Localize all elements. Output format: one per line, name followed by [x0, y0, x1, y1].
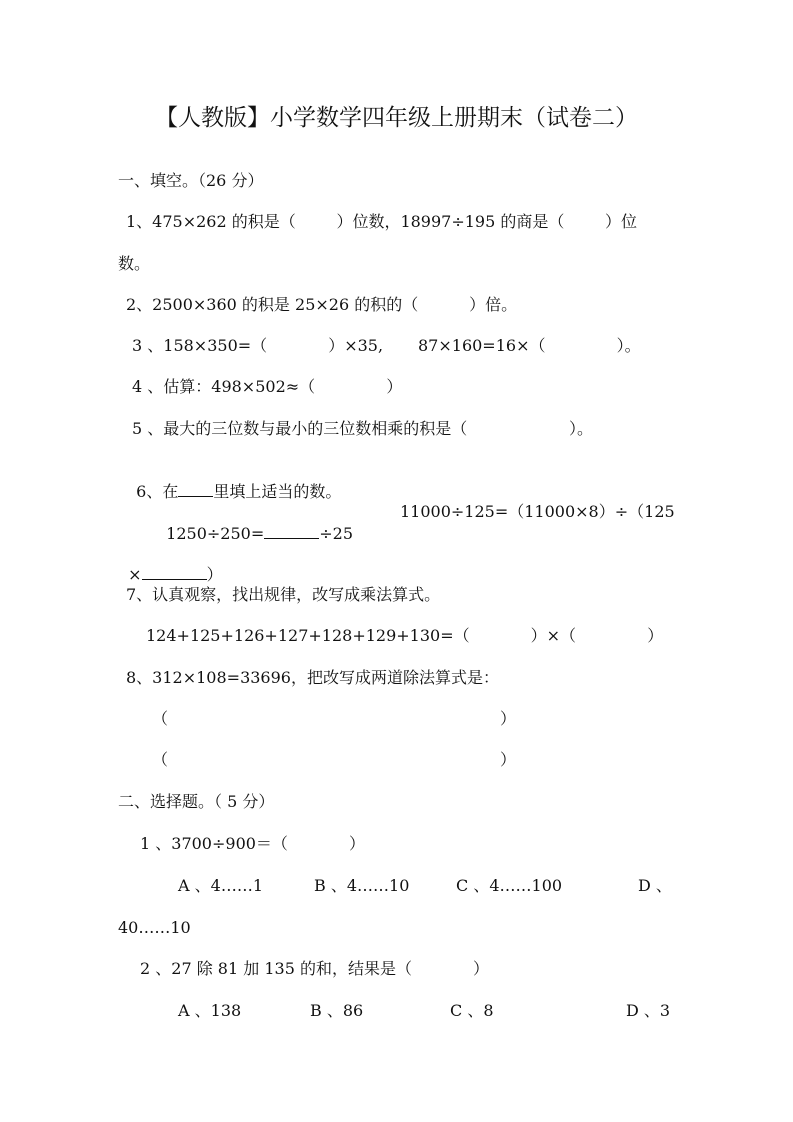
question-1-6-eq2: 11000÷125=（11000×8）÷（125	[400, 502, 675, 521]
eq1-left: 1250÷250=	[166, 524, 265, 543]
option-d[interactable]: D 、	[638, 876, 672, 895]
eq1-right: ÷25	[319, 524, 354, 543]
question-1-7-prompt: 7、认真观察，找出规律，改写成乘法算式。	[126, 585, 441, 604]
question-2-2-stem: 2 、27 除 81 加 135 的和，结果是（ ）	[140, 959, 489, 978]
option-c[interactable]: C 、4……100	[456, 876, 563, 895]
question-1-6-eq2-cont	[118, 543, 223, 585]
close-paren: ）	[206, 565, 223, 584]
option-a[interactable]: A 、138	[178, 1001, 242, 1020]
question-1-6-eq1	[156, 502, 353, 544]
question-1-5: 5 、最大的三位数与最小的三位数相乘的积是（ ）。	[132, 419, 593, 438]
question-1-6-prompt	[126, 460, 341, 502]
answer-close-paren-1: ）	[500, 709, 517, 728]
section-2-heading: 二、选择题。（ 5 分）	[118, 792, 275, 811]
option-b[interactable]: B 、4……10	[314, 876, 410, 895]
question-1-3a: 3 、158×350=（ ）×35,	[132, 336, 384, 355]
answer-blank[interactable]	[264, 522, 319, 539]
question-1-6-suffix: 里填上适当的数。	[213, 482, 342, 501]
question-1-1-line1: 1、475×262 的积是（ ）位数，18997÷195 的商是（ ）位	[126, 212, 638, 231]
answer-blank[interactable]	[142, 563, 207, 580]
question-1-1-line2: 数。	[118, 254, 151, 273]
question-1-8-prompt: 8、312×108=33696，把改写成两道除法算式是：	[126, 668, 499, 687]
question-1-2: 2、2500×360 的积是 25×26 的积的（ ）倍。	[126, 295, 518, 314]
question-1-6-prefix: 6、在	[136, 482, 179, 501]
question-1-3b: 87×160=16×（ ）。	[418, 336, 641, 355]
option-d-cont: 40……10	[118, 918, 191, 937]
question-1-7-expr: 124+125+126+127+128+129+130=（ ）×（ ）	[146, 626, 664, 645]
answer-blank[interactable]	[178, 480, 213, 497]
page-title: 【人教版】小学数学四年级上册期末（试卷二）	[155, 105, 638, 131]
question-2-1-stem: 1 、3700÷900＝（ ）	[140, 834, 365, 853]
option-b[interactable]: B 、86	[310, 1001, 364, 1020]
option-c[interactable]: C 、8	[450, 1001, 494, 1020]
times-sign: ×	[128, 565, 142, 584]
question-1-4: 4 、估算：498×502≈（ ）	[132, 377, 403, 396]
answer-open-paren-1: （	[152, 709, 169, 728]
answer-open-paren-2: （	[152, 750, 169, 769]
section-1-heading: 一、填空。（26 分）	[118, 171, 264, 190]
option-d[interactable]: D 、3	[626, 1001, 671, 1020]
option-a[interactable]: A 、4……1	[178, 876, 264, 895]
answer-close-paren-2: ）	[500, 750, 517, 769]
